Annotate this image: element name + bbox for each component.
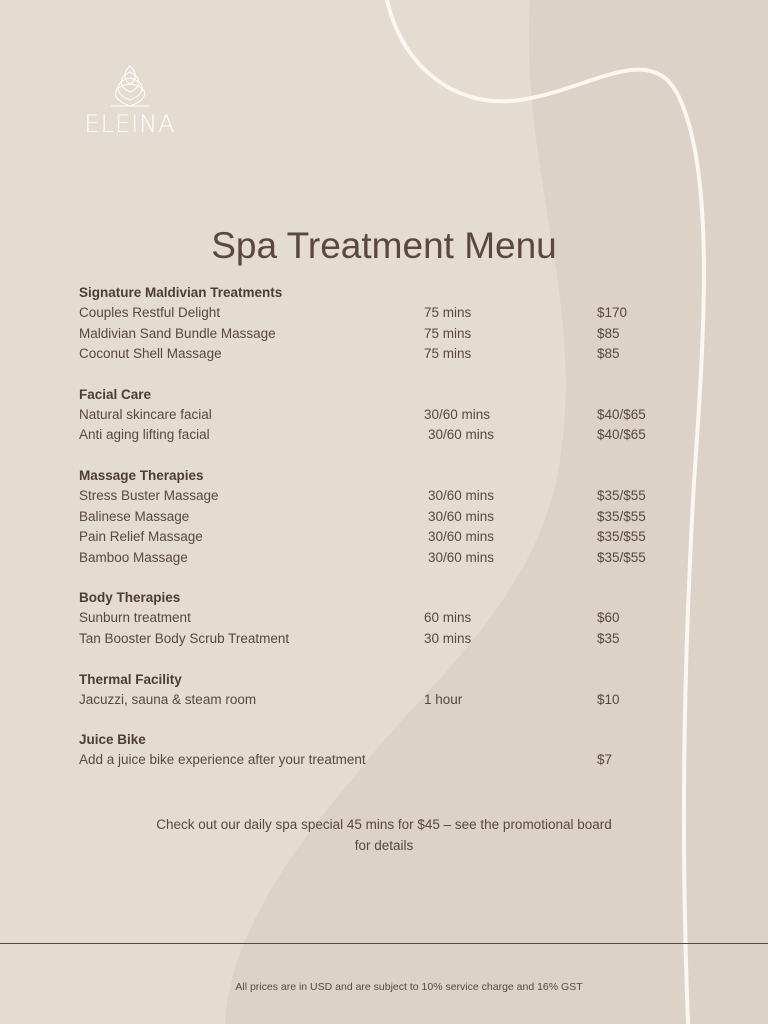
menu-item xyxy=(79,507,699,528)
menu-item xyxy=(79,548,699,569)
page-title: Spa Treatment Menu xyxy=(211,224,557,266)
menu-item xyxy=(79,405,699,426)
lotus-icon xyxy=(105,62,155,108)
treatment-menu xyxy=(79,283,699,791)
menu-item xyxy=(79,527,699,548)
menu-item xyxy=(79,425,699,446)
section-title: Thermal Facility xyxy=(79,671,182,687)
item-price: $170 xyxy=(597,305,628,320)
menu-item xyxy=(79,629,699,650)
item-duration: 75 mins xyxy=(424,305,472,320)
item-duration: 30/60 mins xyxy=(428,487,495,503)
section-title: Massage Therapies xyxy=(79,467,204,483)
brand-name: ELEINA xyxy=(84,110,176,138)
item-duration: 60 mins xyxy=(424,610,472,626)
item-name: Anti aging lifting facial xyxy=(79,427,210,443)
item-price: $35 xyxy=(597,630,620,646)
promo-note: Check out our daily spa special 45 mins for $45 – see the promotional board for details xyxy=(156,817,612,853)
menu-section-signature xyxy=(79,283,699,365)
item-price: $10 xyxy=(597,691,620,707)
item-price: $40/$65 xyxy=(597,406,646,422)
item-name: Bamboo Massage xyxy=(79,549,188,565)
item-duration: 30 mins xyxy=(424,630,472,646)
item-price: $35/$55 xyxy=(597,508,646,524)
brand-logo xyxy=(70,62,190,138)
item-name: Pain Relief Massage xyxy=(79,529,203,545)
item-name: Jacuzzi, sauna & steam room xyxy=(79,691,257,707)
item-name: Balinese Massage xyxy=(79,508,190,524)
menu-section-body-therapies xyxy=(79,588,699,649)
menu-section-thermal-facility xyxy=(79,670,699,711)
item-price: $35/$55 xyxy=(597,487,646,503)
item-price: $85 xyxy=(597,346,620,362)
section-title: Signature Maldivian Treatments xyxy=(79,285,283,300)
menu-section-facial-care xyxy=(79,385,699,446)
item-name: Stress Buster Massage xyxy=(79,487,219,503)
item-duration: 75 mins xyxy=(424,346,472,362)
menu-item xyxy=(79,750,699,771)
footer-disclaimer: All prices are in USD and are subject to 10% service charge and 16% GST xyxy=(235,981,583,993)
menu-item xyxy=(79,344,699,365)
section-title: Body Therapies xyxy=(79,590,181,606)
item-name: Maldivian Sand Bundle Massage xyxy=(79,325,276,341)
menu-section-massage-therapies xyxy=(79,466,699,568)
section-title: Facial Care xyxy=(79,386,152,402)
item-name: Coconut Shell Massage xyxy=(79,346,222,362)
item-duration: 30/60 mins xyxy=(428,508,495,524)
section-title: Juice Bike xyxy=(79,732,146,748)
item-price: $7 xyxy=(597,752,613,768)
item-duration: 30/60 mins xyxy=(428,549,495,565)
item-name: Tan Booster Body Scrub Treatment xyxy=(79,630,290,646)
item-name: Natural skincare facial xyxy=(79,406,212,422)
item-price: $35/$55 xyxy=(597,549,646,565)
item-duration: 30/60 mins xyxy=(424,406,491,422)
menu-item xyxy=(79,690,699,711)
footer-divider xyxy=(0,943,768,944)
menu-item xyxy=(79,324,699,345)
item-name: Add a juice bike experience after your treatment xyxy=(79,752,366,768)
item-duration: 30/60 mins xyxy=(428,529,495,545)
menu-item xyxy=(79,303,699,324)
item-duration: 75 mins xyxy=(424,325,472,341)
item-price: $40/$65 xyxy=(597,427,646,443)
menu-item xyxy=(79,608,699,629)
item-duration: 1 hour xyxy=(424,691,463,707)
item-duration: 30/60 mins xyxy=(428,427,495,443)
item-price: $60 xyxy=(597,610,620,626)
menu-section-juice-bike xyxy=(79,730,699,771)
item-name: Couples Restful Delight xyxy=(79,305,221,320)
item-price: $35/$55 xyxy=(597,529,646,545)
item-name: Sunburn treatment xyxy=(79,610,191,626)
item-price: $85 xyxy=(597,325,620,341)
menu-item xyxy=(79,486,699,507)
